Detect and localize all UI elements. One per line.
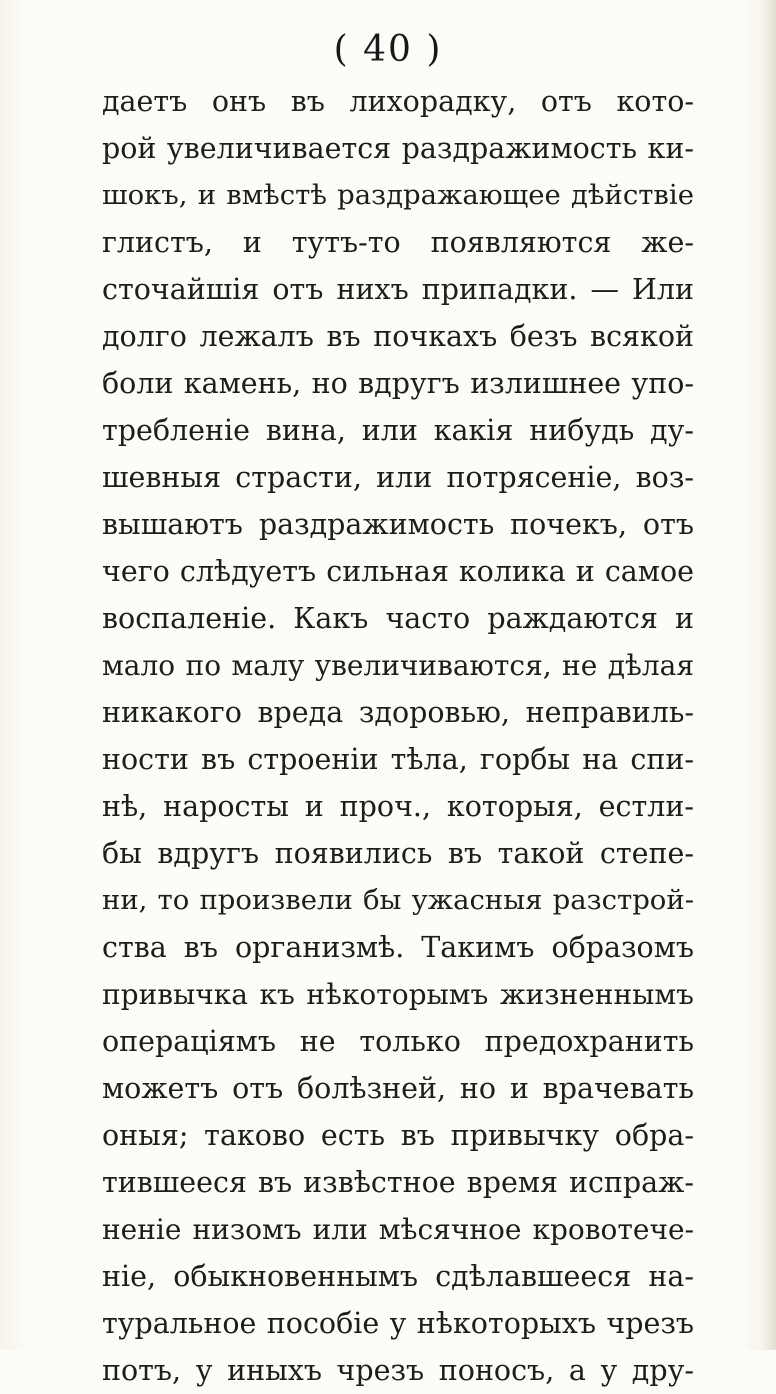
text-line: туральное пособіе у нѣкоторыхъ чрезъ xyxy=(102,1307,694,1340)
text-line: воспаленіе. Какъ часто раждаются и xyxy=(102,602,694,635)
text-line: шевныя страсти, или потрясеніе, воз- xyxy=(102,461,694,494)
page-edge-shadow xyxy=(762,0,776,1350)
text-line: сточайшія отъ нихъ припадки. — Или xyxy=(102,273,694,306)
text-line: тившееся въ извѣстное время испраж- xyxy=(102,1166,694,1199)
text-line: можетъ отъ болѣзней, но и врачевать xyxy=(102,1072,694,1105)
text-line: мало по малу увеличиваются, не дѣлая xyxy=(102,649,694,682)
text-line: потъ, у иныхъ чрезъ поносъ, а у дру- xyxy=(102,1354,694,1387)
page-number: ( 40 ) xyxy=(333,29,443,70)
text-line: никакого вреда здоровью, неправиль- xyxy=(102,696,694,729)
text-line: ства въ организмѣ. Такимъ образомъ xyxy=(102,931,694,964)
text-line: неніе низомъ или мѣсячное кровотече- xyxy=(102,1213,694,1246)
text-line: ности въ строеніи тѣла, горбы на спи- xyxy=(102,743,694,776)
text-line: требленіе вина, или какія нибудь ду- xyxy=(102,414,694,447)
text-line: нѣ, наросты и проч., которыя, естли- xyxy=(102,790,694,823)
text-line: вышаютъ раздражимость почекъ, отъ xyxy=(102,508,694,541)
text-line: оныя; таково есть въ привычку обра- xyxy=(102,1119,694,1152)
text-line: операціямъ не только предохранить xyxy=(102,1025,694,1058)
text-line: глистъ, и тутъ-то появляются же- xyxy=(102,226,694,259)
text-line: ніе, обыкновеннымъ сдѣлавшееся на- xyxy=(102,1260,694,1293)
body-text xyxy=(102,78,694,1394)
text-line: шокъ, и вмѣстѣ раздражающее дѣйствіе xyxy=(102,179,694,211)
text-line: бы вдругъ появились въ такой степе- xyxy=(102,837,694,870)
text-line: рой увеличивается раздражимость ки- xyxy=(102,132,694,165)
text-line: ни, то произвели бы ужасныя разстрой- xyxy=(102,884,694,916)
text-line: даетъ онъ въ лихорадку, отъ кото- xyxy=(102,85,694,118)
text-line: привычка къ нѣкоторымъ жизненнымъ xyxy=(102,978,694,1011)
text-line: боли камень, но вдругъ излишнее упо- xyxy=(102,367,694,400)
text-line: долго лежалъ въ почкахъ безъ всякой xyxy=(102,320,694,353)
text-line: чего слѣдуетъ сильная колика и самое xyxy=(102,555,694,588)
